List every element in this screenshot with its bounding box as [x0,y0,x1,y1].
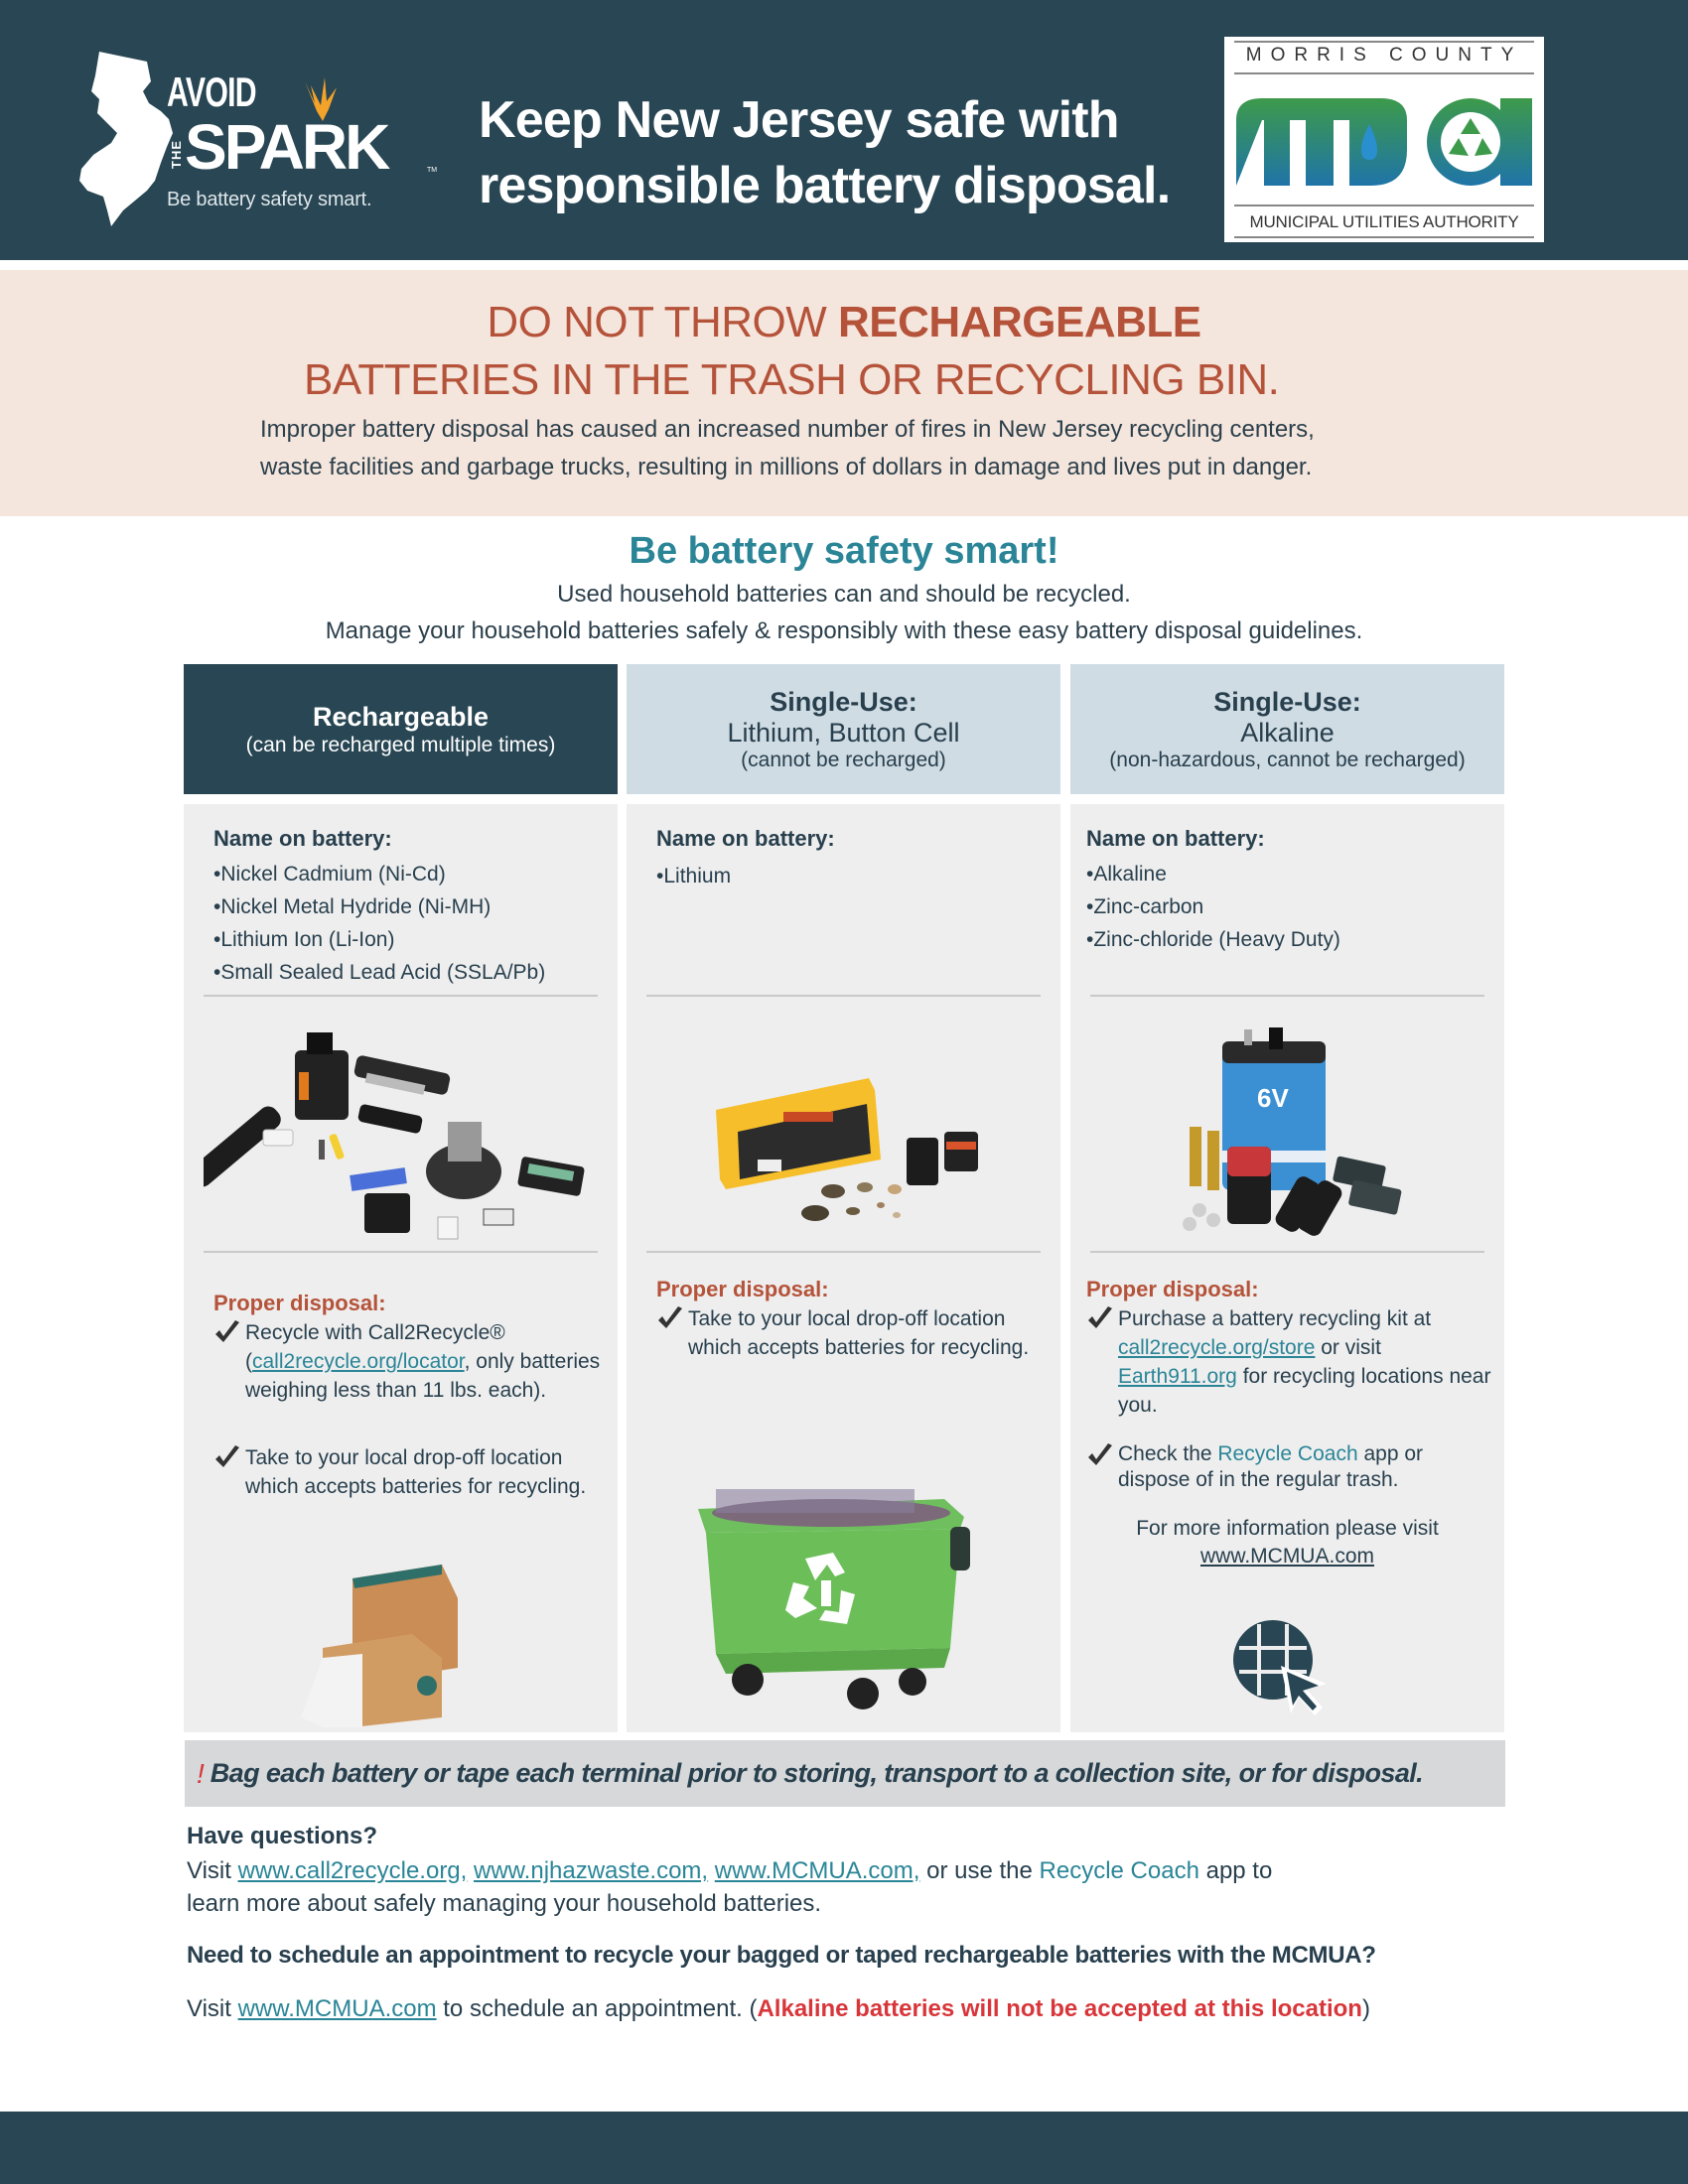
section-title: Be battery safety smart! [629,530,1059,572]
divider [646,1251,1041,1253]
six-volt-label: 6V [1257,1083,1289,1113]
appointment-heading: Need to schedule an appointment to recycle your bagged or taped rechargeable batteries with the MCMUA? [187,1942,1376,1969]
battery-names-list [1086,858,1340,956]
warning-title-line-2: BATTERIES IN THE TRASH OR RECYCLING BIN. [304,355,1280,404]
checkmark-icon [1086,1304,1114,1332]
logo-rule [1234,205,1534,206]
list-item: • Zinc-chloride (Heavy Duty) [1086,923,1340,956]
page-title [479,87,1194,218]
battery-names-list [656,860,731,892]
title-line-1: Keep New Jersey safe with [479,91,1119,149]
warning-title-normal: DO NOT THROW [487,298,839,346]
list-item: • Small Sealed Lead Acid (SSLA/Pb) [213,956,545,989]
questions-line-2: learn more about safely managing your household batteries. [187,1890,822,1917]
warning-title-bold: RECHARGEABLE [838,298,1201,346]
mcmua-link[interactable]: www.MCMUA.com [1199,1545,1374,1568]
call2recycle-locator-link[interactable]: call2recycle.org/locator [252,1350,465,1373]
column-rechargeable [184,804,618,1732]
column-note: (cannot be recharged) [741,748,946,771]
column-title: Rechargeable [312,701,490,732]
questions-heading: Have questions? [187,1823,378,1849]
mcmua-schedule-link[interactable]: www.MCMUA.com [237,1995,437,2022]
trademark-mark: TM [427,167,438,174]
column-title: Single-Use: [1213,686,1361,717]
warning-body-line-2: waste facilities and garbage trucks, resulting in millions of dollars in damage and lives put in danger. [260,454,1313,480]
column-header-alkaline [1070,664,1504,794]
call2recycle-box-image [293,1559,508,1727]
logo-rule [1234,236,1534,238]
globe-cursor-icon [1231,1618,1335,1717]
mua-letters-logo [1232,90,1536,190]
name-on-battery-label: Name on battery: [1086,826,1265,851]
checkmark-icon [1086,1441,1114,1469]
recycle-coach-app-name: Recycle Coach [1039,1857,1199,1884]
proper-disposal-label: Proper disposal: [656,1277,829,1301]
logo-municipal-utilities: MUNICIPAL UTILITIES AUTHORITY [1249,212,1519,231]
mcmua-link[interactable]: www.MCMUA.com, [714,1857,920,1884]
more-info [1070,1515,1504,1570]
column-note: (can be recharged multiple times) [245,733,556,756]
green-recycling-bin-image [686,1469,1001,1717]
divider [1090,995,1484,997]
intro-line-2: Manage your household batteries safely & responsibly with these easy battery disposal guidelines. [325,617,1363,644]
logo-avoid-text: AVOID [167,68,256,115]
exclamation-icon: ! [197,1757,205,1789]
more-info-text: For more information please visit [1136,1517,1439,1540]
column-subtitle: Alkaline [1240,717,1335,748]
disposal-item: Purchase a battery recycling kit at call2recycle.org/store or visit Earth911.org for recycling locations near you. [1086,1304,1493,1420]
column-note: (non-hazardous, cannot be recharged) [1109,748,1466,771]
bag-notice-banner [185,1740,1505,1807]
recycle-coach-app-name: Recycle Coach [1217,1442,1358,1465]
call2recycle-store-link[interactable]: call2recycle.org/store [1118,1336,1316,1359]
column-alkaline [1070,804,1504,1732]
proper-disposal-label: Proper disposal: [1086,1277,1259,1301]
column-header-lithium [627,664,1060,794]
list-item: • Zinc-carbon [1086,890,1340,923]
proper-disposal-label: Proper disposal: [213,1291,386,1315]
appointment-body: Visit www.MCMUA.com to schedule an appointment. (Alkaline batteries will not be accepted at this location) [187,1995,1370,2022]
column-subtitle: Lithium, Button Cell [727,717,960,748]
bag-notice-text: Bag each battery or tape each terminal prior to storing, transport to a collection site, or for disposal. [210,1758,1424,1788]
assorted-rechargeable-batteries-image [204,1023,598,1241]
questions-body: Visit www.call2recycle.org, www.njhazwaste.com, www.MCMUA.com, or use the Recycle Coach app to learn more about safely managing your household batteries. [187,1854,1477,1920]
earth911-link[interactable]: Earth911.org [1118,1365,1237,1388]
alkaline-not-accepted-notice: Alkaline batteries will not be accepted at this location [757,1995,1362,2022]
list-item: • Lithium [656,860,731,892]
logo-spark-text: SPARK [185,111,388,183]
warning-body [260,411,1491,486]
list-item: • Nickel Metal Hydride (Ni-MH) [213,890,545,923]
disposal-item: Take to your local drop-off location which accepts batteries for recycling. [213,1443,601,1501]
avoid-the-spark-logo [167,68,438,220]
column-title: Single-Use: [770,686,917,717]
logo-the-text: THE [169,140,184,169]
name-on-battery-label: Name on battery: [656,826,835,851]
list-item: • Alkaline [1086,858,1340,890]
njhazwaste-link[interactable]: www.njhazwaste.com, [474,1857,709,1884]
divider [1090,1251,1484,1253]
column-header-rechargeable [184,664,618,794]
call2recycle-link[interactable]: www.call2recycle.org, [237,1857,468,1884]
disposal-item: Recycle with Call2Recycle® (call2recycle.org/locator, only batteries weighing less than 11 lbs. each). [213,1318,601,1405]
title-line-2: responsible battery disposal. [479,157,1171,214]
logo-tagline: Be battery safety smart. [167,189,372,210]
warning-title-line-1 [0,298,1688,347]
header-banner [0,0,1688,260]
lithium-button-cell-batteries-image [646,1042,1041,1241]
footer-band [0,2112,1688,2184]
intro-line-1: Used household batteries can and should be recycled. [557,581,1131,608]
divider [204,995,598,997]
battery-names-list [213,858,545,989]
checkmark-icon [213,1318,241,1346]
column-lithium [627,804,1060,1732]
disposal-item: Take to your local drop-off location which accepts batteries for recycling. [656,1304,1044,1362]
checkmark-icon [213,1443,241,1471]
disposal-item: Check the Recycle Coach app or dispose of in the regular trash. [1086,1441,1493,1493]
logo-rule [1234,72,1534,74]
checkmark-icon [656,1304,684,1332]
alkaline-batteries-image [1090,1027,1484,1241]
name-on-battery-label: Name on battery: [213,826,392,851]
divider [646,995,1041,997]
warning-body-line-1: Improper battery disposal has caused an increased number of fires in New Jersey recycling centers, [260,416,1315,443]
logo-rule [1234,41,1534,43]
list-item: • Lithium Ion (Li-Ion) [213,923,545,956]
mcmua-logo [1224,37,1544,242]
list-item: • Nickel Cadmium (Ni-Cd) [213,858,545,890]
divider [204,1251,598,1253]
logo-morris-county: MORRIS COUNTY [1245,45,1523,66]
